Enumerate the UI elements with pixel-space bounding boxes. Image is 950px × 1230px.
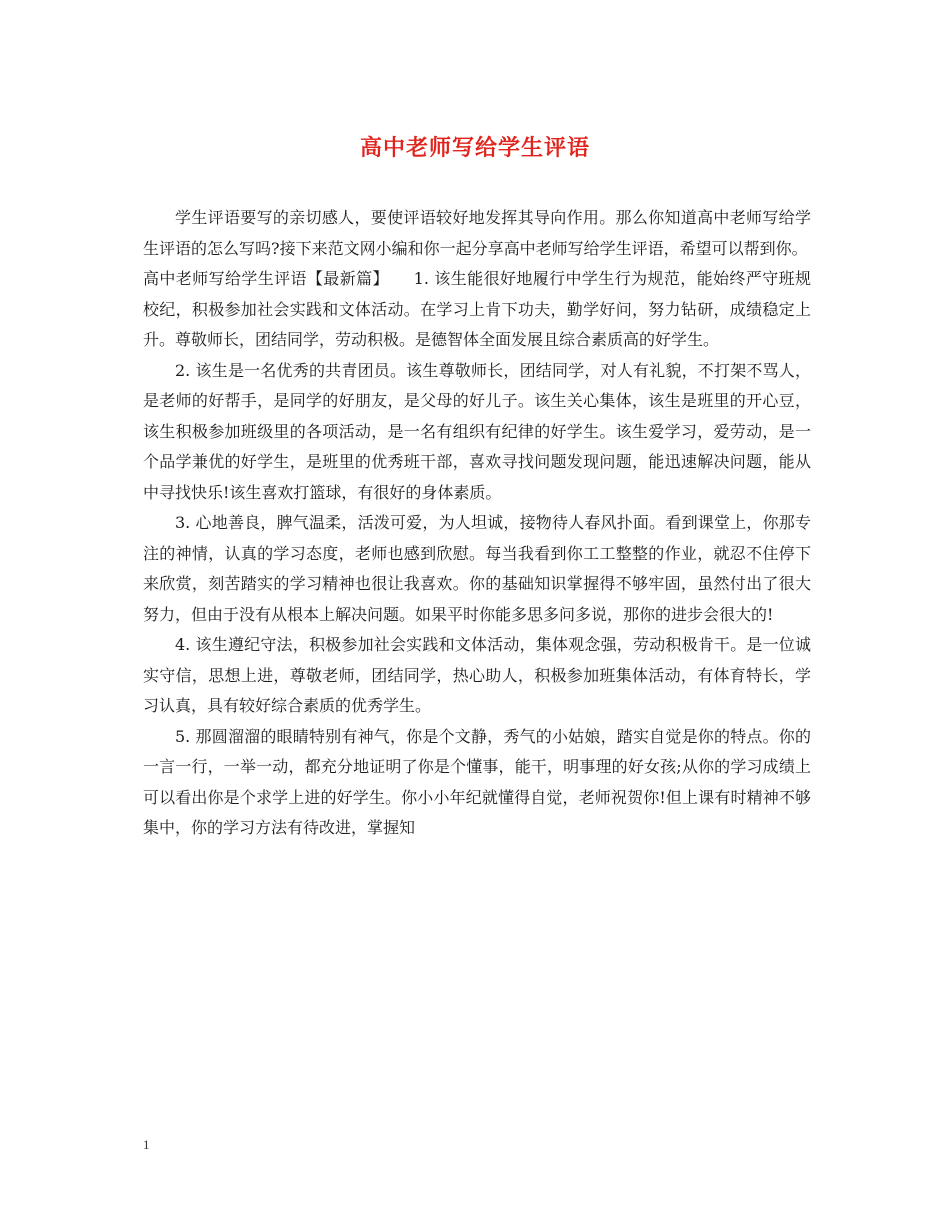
intro-paragraph: 学生评语要写的亲切感人，要使评语较好地发挥其导向作用。那么你知道高中老师写给学生评语的怎么写吗?接下来范文网小编和你一起分享高中老师写给学生评语，希望可以帮到你。 bbox=[143, 208, 811, 258]
section-heading-paragraph: 高中老师写给学生评语【最新篇】 1. 该生能很好地履行中学生行为规范，能始终严守班规校纪，积极参加社会实践和文体活动。在学习上肯下功夫，勤学好问，努力钻研，成绩稳定上升。尊敬师长，团结同学，劳动积极。是德智体全面发展且综合素质高的好学生。 bbox=[143, 269, 811, 349]
comment-paragraph-3: 3. 心地善良，脾气温柔，活泼可爱，为人坦诚，接物待人春风扑面。看到课堂上，你那专注的神情，认真的学习态度，老师也感到欣慰。每当我看到你工工整整的作业，就忍不住停下来欣赏，刻苦踏实的学习精神也很让我喜欢。你的基础知识掌握得不够牢固，虽然付出了很大努力，但由于没有从根本上解决问题。如果平时你能多思多问多说，那你的进步会很大的! bbox=[143, 513, 811, 624]
document-title: 高中老师写给学生评语 bbox=[359, 135, 590, 161]
comment-paragraph-2: 2. 该生是一名优秀的共青团员。该生尊敬师长，团结同学，对人有礼貌，不打架不骂人，是老师的好帮手，是同学的好朋友，是父母的好儿子。该生关心集体，该生是班里的开心豆，该生积极参加班级里的各项活动，是一名有组织有纪律的好学生。该生爱学习，爱劳动，是一个品学兼优的好学生，是班里的优秀班干部，喜欢寻找问题发现问题，能迅速解决问题，能从中寻找快乐!该生喜欢打篮球，有很好的身体素质。 bbox=[143, 360, 811, 502]
document-body bbox=[143, 203, 811, 844]
page-number: 1 bbox=[143, 1137, 150, 1152]
comment-paragraph-5: 5. 那圆溜溜的眼睛特别有神气，你是个文静，秀气的小姑娘，踏实自觉是你的特点。你的一言一行，一举一动，都充分地证明了你是个懂事，能干，明事理的好女孩;从你的学习成绩上可以看出你是个求学上进的好学生。你小小年纪就懂得自觉，老师祝贺你!但上课有时精神不够集中，你的学习方法有待改进，掌握知 bbox=[143, 726, 811, 837]
comment-paragraph-4: 4. 该生遵纪守法，积极参加社会实践和文体活动，集体观念强，劳动积极肯干。是一位诚实守信，思想上进，尊敬老师，团结同学，热心助人，积极参加班集体活动，有体育特长，学习认真，具有较好综合素质的优秀学生。 bbox=[143, 635, 811, 715]
